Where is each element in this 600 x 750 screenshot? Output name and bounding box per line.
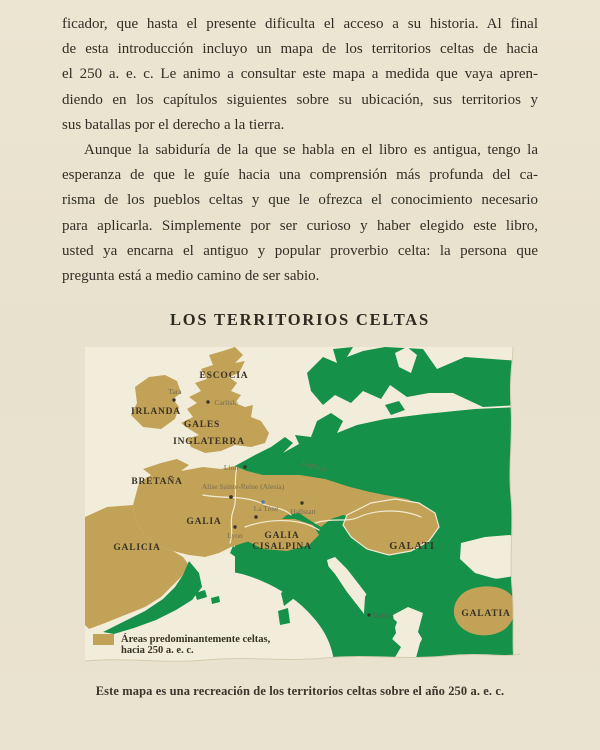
map-label-galicia: GALICIA xyxy=(113,543,161,554)
text-line: diendo en los capítulos siguientes sobre su ubicación, sus territorios y xyxy=(62,91,538,108)
text-line: Aunque la sabiduría de la que se habla en el libro es antigua, tengo la xyxy=(84,142,538,159)
map-label-galati: GALATI xyxy=(389,541,435,553)
delfos-marker xyxy=(367,614,370,617)
la-tene-marker xyxy=(254,515,258,519)
map-label-lion: Lion xyxy=(223,463,239,473)
map-label-galia-cisalpina-1: GALIA xyxy=(264,531,300,542)
lion-marker xyxy=(243,466,246,469)
text-line: usted ya encarna el antiguo y popular proverbio celta: la persona que xyxy=(62,242,538,259)
map-label-galatia: GALATIA xyxy=(461,609,511,620)
map-label-legnica: Legnica xyxy=(300,458,327,474)
map-label-carlisle: Carlisle xyxy=(214,398,238,408)
lyon-marker xyxy=(233,526,236,529)
sardinia-island xyxy=(278,608,290,625)
map-label-la-tene: La Tène xyxy=(253,504,279,514)
map-label-bretana: BRETAÑA xyxy=(131,477,183,488)
map-label-alise: Alise Sainte-Reine (Alesia) xyxy=(201,482,285,492)
map-label-delfos: Delfos xyxy=(373,611,393,621)
text-line: para aplicarla. Simplemente por ser curioso y haber elegido este libro, xyxy=(62,217,538,234)
legend-line-1: Áreas predominantemente celtas, xyxy=(121,634,271,646)
alise-marker xyxy=(229,495,233,499)
tara-marker xyxy=(172,399,175,402)
paragraph xyxy=(62,138,538,289)
map-label-inglaterra: INGLATERRA xyxy=(173,437,245,448)
hallstatt-marker xyxy=(300,502,303,505)
text-line: esperanza de que le guíe hacia una comprensión más profunda del ca- xyxy=(62,167,538,184)
legend-line-2: hacia 250 a. e. c. xyxy=(121,645,194,657)
text-line: risma de los pueblos celtas y que le ofrezca el conocimiento necesario xyxy=(62,192,538,209)
section-heading: LOS TERRITORIOS CELTAS xyxy=(169,310,430,330)
map-label-hallstatt: Hallstatt xyxy=(290,507,316,517)
text-line: el 250 a. e. c. Le animo a consultar este mapa a medida que vaya apren- xyxy=(62,66,538,83)
map-caption: Este mapa es una recreación de los territorios celtas sobre el año 250 a. e. c. xyxy=(95,684,505,699)
paragraph-continuation xyxy=(62,12,538,138)
map-label-galia-cisalpina-2: CISALPINA xyxy=(252,542,312,553)
map-label-tara: Tara xyxy=(168,387,182,397)
map-label-lyon: Lyon xyxy=(227,531,243,541)
map-label-gales: GALES xyxy=(183,420,221,431)
map-label-galia: GALIA xyxy=(186,517,222,528)
legend-swatch xyxy=(93,634,114,645)
celtic-territories-map xyxy=(85,347,520,669)
text-line: de esta introducción incluyo un mapa de los territorios celtas de hacia xyxy=(62,41,538,58)
text-line: sus batallas por el derecho a la tierra. xyxy=(62,116,285,133)
carlisle-marker xyxy=(206,401,209,404)
map-canvas xyxy=(85,347,520,669)
map-label-escocia: ESCOCIA xyxy=(199,371,249,382)
text-line: pregunta está a medio camino de ser sabio. xyxy=(62,268,320,285)
map-label-irlanda: IRLANDA xyxy=(131,407,181,418)
text-line: ficador, que hasta el presente dificulta el acceso a su historia. Al final xyxy=(62,16,538,32)
